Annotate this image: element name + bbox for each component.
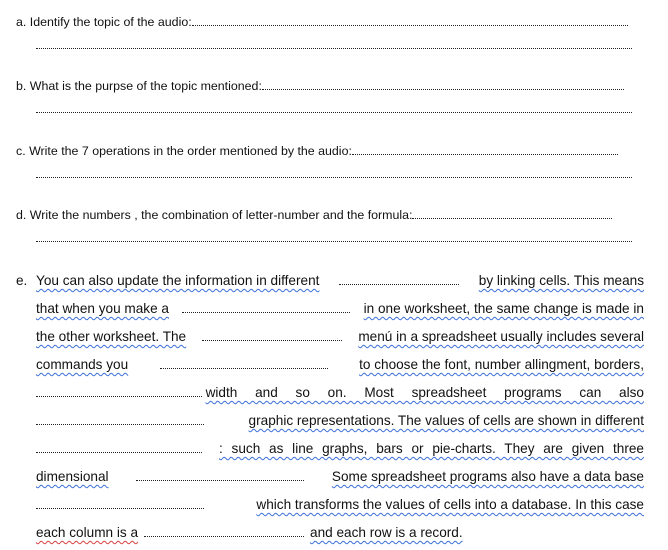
blank-6[interactable] [36,412,204,425]
paragraph-text: dimensional [36,469,109,484]
paragraph-text: : such as line graphs, bars or pie-charts. They are given three [219,441,644,456]
paragraph-line-1 [36,270,644,292]
paragraph-text: width and so on. Most spreadsheet programs can also [205,385,644,400]
paragraph-text: graphic representations. The values of cells are shown in different [248,413,644,428]
paragraph-text: each column is a [36,525,139,540]
blank-2[interactable] [182,300,350,313]
question-d [16,205,668,225]
paragraph-line-3 [36,326,644,348]
question-c [16,141,668,161]
paragraph-text: the other worksheet. The [36,329,187,344]
answer-blank-d[interactable] [412,208,612,219]
paragraph-line-9 [36,494,644,516]
answer-blank-a[interactable] [192,15,628,26]
paragraph-line-6 [36,410,644,432]
paragraph-line-10 [36,522,644,544]
question-b [16,76,668,96]
paragraph-text: Some spreadsheet programs also have a data base [331,469,644,484]
question-d-text: d. Write the numbers , the combination of letter-number and the formula: [16,208,413,222]
paragraph-text: and each row is a record. [310,525,463,540]
paragraph-line-5 [36,382,644,404]
paragraph-text: in one worksheet, the same change is made in [363,301,644,316]
paragraph-text: commands you [36,357,129,372]
answer-line-a[interactable] [36,46,632,49]
blank-5[interactable] [36,384,202,397]
question-b-text: b. What is the purpse of the topic mentioned: [16,79,262,93]
paragraph-text: You can also update the information in different [36,273,320,288]
question-a [16,12,668,32]
blank-4[interactable] [160,356,328,369]
blank-8[interactable] [136,468,304,481]
question-e-label: e. [16,273,28,288]
blank-9[interactable] [36,496,204,509]
blank-7[interactable] [36,440,202,453]
paragraph-line-2 [36,298,644,320]
paragraph-text: to choose the font, number allingment, borders, [359,357,644,372]
question-a-text: a. Identify the topic of the audio: [16,15,192,29]
paragraph-line-7 [36,438,644,460]
paragraph-line-8 [36,466,644,488]
paragraph-text: menú in a spreadsheet usually includes several [358,329,644,344]
blank-1[interactable] [339,272,459,285]
blank-3[interactable] [202,328,342,341]
answer-line-c[interactable] [36,175,632,178]
paragraph-text: which transforms the values of cells into a database. In this case [256,497,644,512]
question-c-text: c. Write the 7 operations in the order mentioned by the audio: [16,144,352,158]
paragraph-line-4 [36,354,644,376]
answer-line-d[interactable] [36,239,632,242]
blank-10[interactable] [144,524,304,537]
paragraph-text: by linking cells. This means [478,273,644,288]
answer-blank-b[interactable] [262,79,624,90]
paragraph-text: that when you make a [36,301,169,316]
answer-blank-c[interactable] [352,144,618,155]
answer-line-b[interactable] [36,110,632,113]
